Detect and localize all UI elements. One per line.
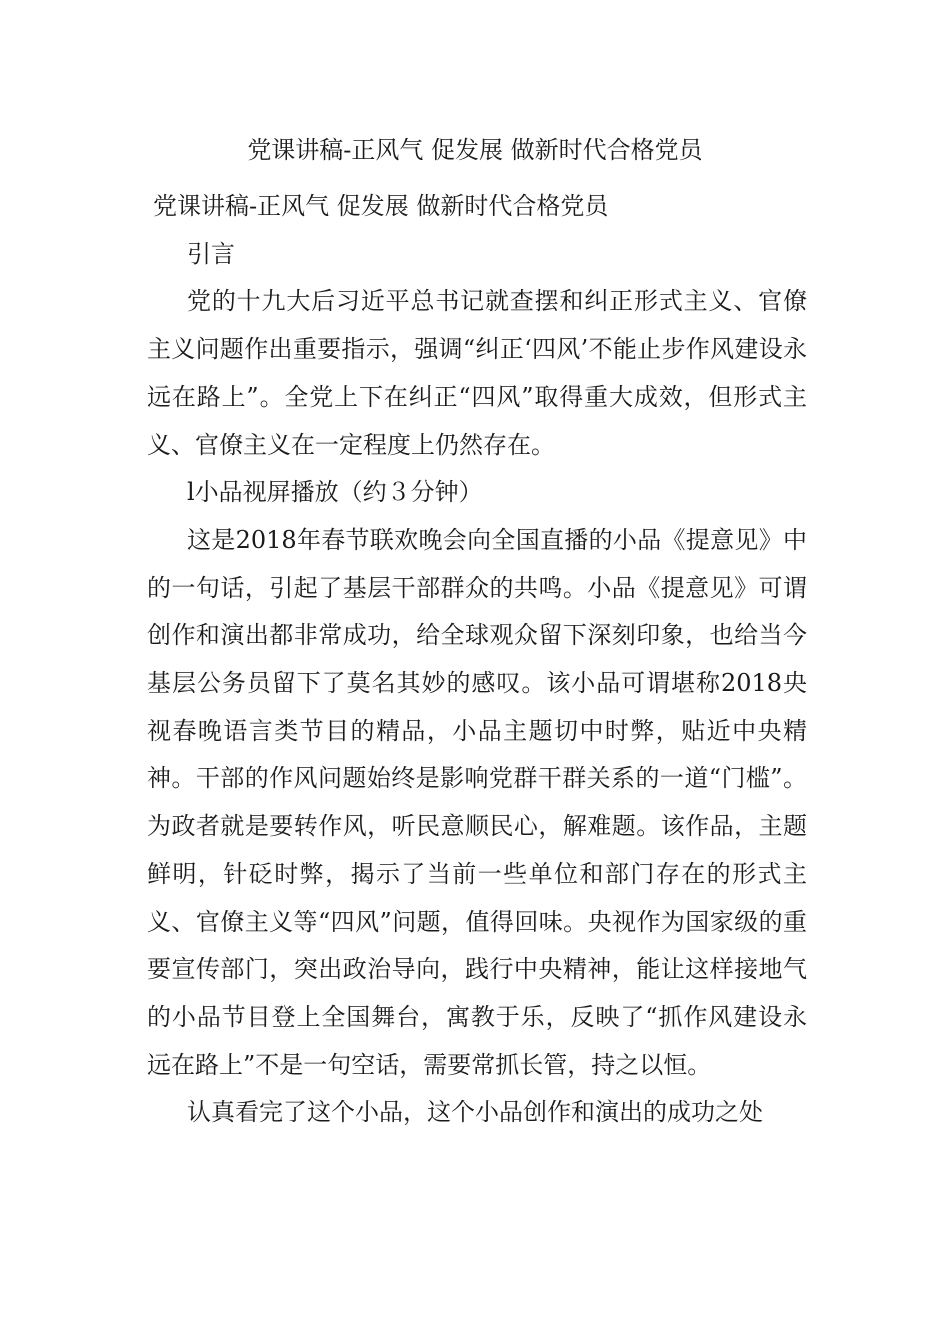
subtitle-paragraph: 党课讲稿-正风气 促发展 做新时代合格党员 bbox=[153, 192, 609, 220]
document-title: 党课讲稿-正风气 促发展 做新时代合格党员 bbox=[247, 136, 703, 164]
intro-heading: 引言 bbox=[187, 239, 235, 268]
video-note-paragraph: l小品视屏播放（约３分钟） bbox=[187, 478, 483, 507]
body-paragraph: 认真看完了这个小品，这个小品创作和演出的成功之处 bbox=[187, 1098, 763, 1127]
body-paragraph: 党的十九大后习近平总书记就查摆和纠正形式主义、官僚主义问题作出重要指示，强调“纠正‘四风’不能止步作风建设永远在路上”。全党上下在纠正“四风”取得重大成效，但形式主义、官僚主义在一定程度上仍然存在。 bbox=[147, 287, 807, 459]
document-body bbox=[147, 183, 807, 1137]
body-paragraph: 这是2018年春节联欢晚会向全国直播的小品《提意见》中的一句话，引起了基层干部群众的共鸣。小品《提意见》可谓创作和演出都非常成功，给全球观众留下深刻印象，也给当今基层公务员留下了莫名其妙的感叹。该小品可谓堪称2018央视春晚语言类节目的精品，小品主题切中时弊，贴近中央精神。干部的作风问题始终是影响党群干群关系的一道“门槛”。为政者就是要转作风，听民意顺民心，解难题。该作品，主题鲜明，针砭时弊，揭示了当前一些单位和部门存在的形式主义、官僚主义等“四风”问题，值得回味。央视作为国家级的重要宣传部门，突出政治导向，践行中央精神，能让这样接地气的小品节目登上全国舞台，寓教于乐，反映了“抓作风建设永远在路上”不是一句空话，需要常抓长管，持之以恒。 bbox=[147, 525, 807, 1079]
